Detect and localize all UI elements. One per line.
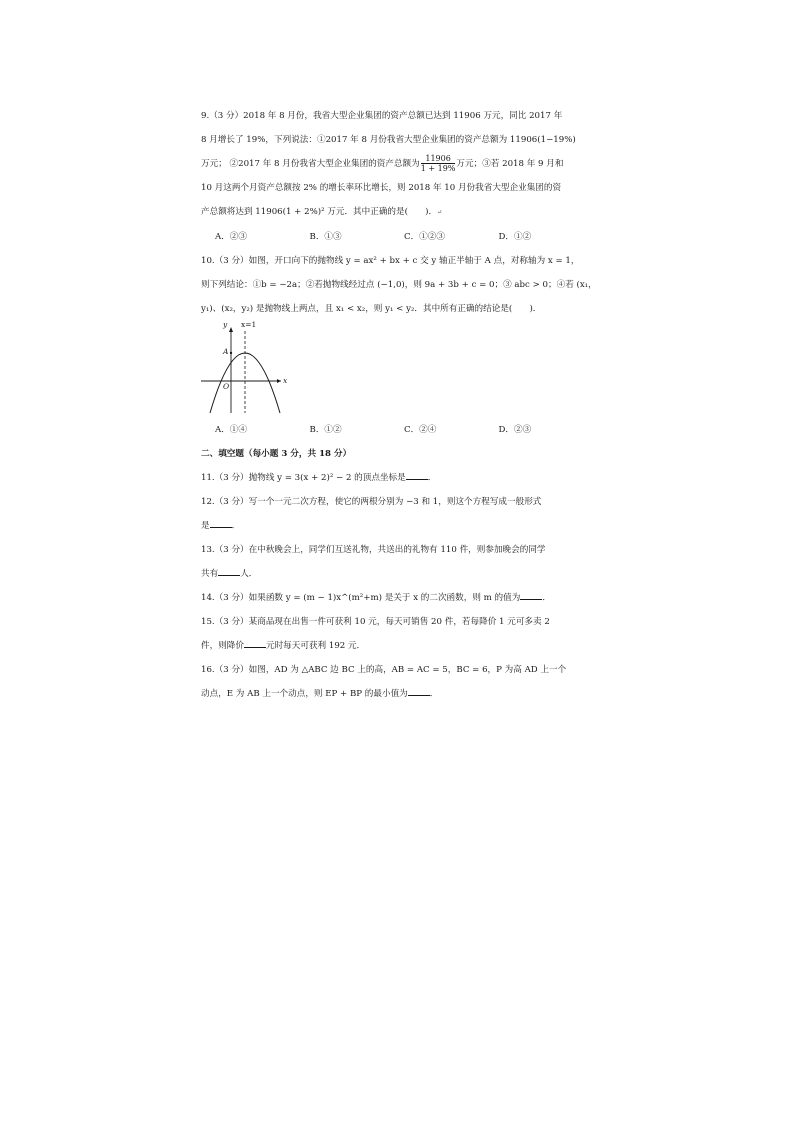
q10-line-2: 则下列结论：①b = −2a；②若抛物线经过点 (−1,0)，则 9a + 3b + c = 0；③ abc > 0；④若 (x₁，: [201, 280, 597, 290]
question-content: [201, 104, 597, 706]
q11-line: [201, 466, 593, 490]
q11-text: 11.（3 分）抛物线 y = 3(x + 2)² − 2 的顶点坐标是: [201, 473, 406, 483]
q16-line-2: [201, 682, 593, 706]
q15-answer-blank: [244, 637, 266, 648]
q9-line-4: 10 月这两个月资产总额按 2% 的增长率环比增长，则 2018 年 10 月份我省大型企业集团的资: [201, 183, 562, 193]
q9-line-5-text: 产总额将达到 11906(1 + 2%)² 万元．其中正确的是( )．: [201, 207, 438, 217]
q13-text: 共有: [201, 569, 219, 579]
q16-text: 动点，E 为 AB 上一个动点，则 EP + BP 的最小值为: [201, 689, 408, 699]
q13-line-2: [201, 562, 593, 586]
q9-fraction-denominator: 1 + 19%: [420, 164, 456, 173]
x-axis-label: x: [283, 376, 288, 385]
x-axis-arrow-icon: [277, 379, 281, 383]
q9-fraction: [421, 154, 456, 173]
q16-line-1: 16.（3 分）如图，AD 为 △ABC 边 BC 上的高，AB = AC = 5，BC = 6，P 为高 AD 上一个: [201, 665, 567, 675]
q9-choices: [201, 225, 593, 249]
q9-line-3b: 万元；③若 2018 年 9 月和: [456, 159, 564, 169]
q9-fraction-numerator: 11906: [421, 154, 456, 164]
q9-choice-c: C．①②③: [404, 232, 445, 242]
q9-line-1: 9.（3 分）2018 年 8 月份，我省大型企业集团的资产总额已达到 11906 万元，同比 2017 年: [201, 111, 563, 121]
q9-line-3a: 万元； ②2017 年 8 月份我省大型企业集团的资产总额为: [201, 159, 420, 169]
paragraph-mark: ↵: [437, 209, 443, 216]
section-2-heading: 二、填空题（每小题 3 分，共 18 分）: [201, 449, 352, 459]
origin-label: O: [223, 382, 230, 391]
parabola-figure: [201, 320, 301, 418]
q10-choice-a: A．①④: [215, 425, 247, 435]
q13-end: 人．: [240, 569, 258, 579]
q16-end: ．: [429, 689, 439, 699]
symmetry-axis-label: x=1: [241, 320, 257, 329]
q15-end: 元时每天可获利 192 元．: [265, 641, 366, 651]
q9-choice-b: B．①③: [309, 232, 342, 242]
q15-line-2: [201, 634, 593, 658]
q10-choice-d: D．②③: [498, 425, 532, 435]
q14-text: 14.（3 分）如果函数 y = (m − 1)x^(m²+m) 是关于 x 的二次函数，则 m 的值为: [201, 593, 521, 603]
q9-line-5: [201, 200, 593, 225]
y-axis-label: y: [223, 320, 228, 329]
q12-line-1: 12.（3 分）写一个一元二次方程，使它的两根分别为 −3 和 1，则这个方程写成一般形式: [201, 497, 542, 507]
q10-choices: [201, 418, 593, 442]
q13-answer-blank: [218, 565, 240, 576]
q12-text: 是: [201, 521, 210, 531]
q10-choice-c: C．②④: [404, 425, 437, 435]
q12-answer-blank: [210, 517, 232, 528]
q10-line-3: y₁)、(x₂，y₂) 是抛物线上两点，且 x₁ < x₂，则 y₁ < y₂．其中所有正确的结论是( )．: [201, 304, 542, 314]
q14-answer-blank: [520, 589, 542, 600]
q15-line-1: 15.（3 分）某商品现在出售一件可获利 10 元，每天可销售 20 件，若每降价 1 元可多卖 2: [201, 617, 550, 627]
q14-end: ．: [542, 593, 551, 603]
q9-line-3: [201, 152, 593, 176]
q11-answer-blank: [406, 469, 428, 480]
q11-end: ．: [427, 473, 437, 483]
q13-line-1: 13.（3 分）在中秋晚会上，同学们互送礼物，共送出的礼物有 110 件，则参加晚会的同学: [201, 545, 546, 555]
parabola-graph: [201, 323, 301, 418]
q14-line: [201, 586, 593, 610]
q16-answer-blank: [408, 685, 430, 696]
q9-choice-d: D．①②: [498, 232, 532, 242]
y-axis-arrow-icon: [229, 327, 233, 332]
point-a: [230, 352, 232, 354]
q9-line-2: 8 月增长了 19%，下列说法：①2017 年 8 月份我省大型企业集团的资产总额为 11906(1−19%): [201, 135, 576, 145]
q15-text: 件，则降价: [201, 641, 244, 651]
q12-line-2: [201, 514, 593, 538]
q9-choice-a: A．②③: [215, 232, 247, 242]
q10-line-1: 10.（3 分）如图，开口向下的抛物线 y = ax² + bx + c 交 y 轴正半轴于 A 点，对称轴为 x = 1，: [201, 256, 580, 266]
point-a-label: A: [223, 347, 229, 356]
q10-choice-b: B．①②: [309, 425, 342, 435]
q12-end: ．: [231, 521, 241, 531]
